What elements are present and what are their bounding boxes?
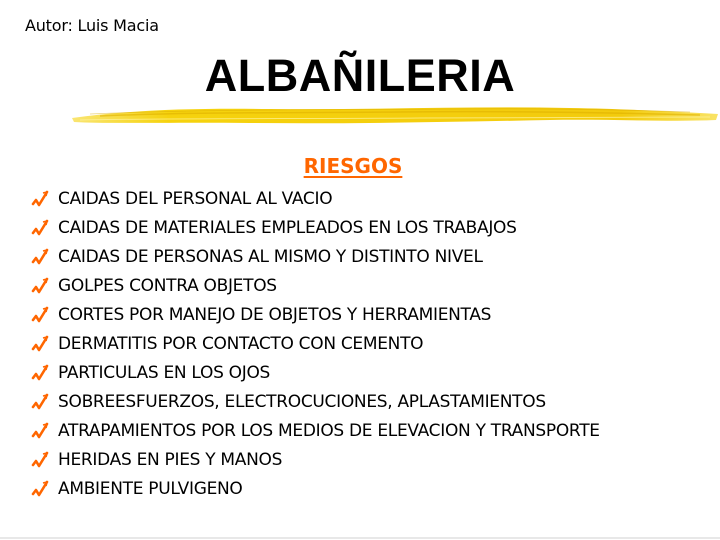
pencil-check-icon — [30, 305, 58, 325]
list-item — [30, 184, 600, 213]
pencil-check-icon — [30, 334, 58, 354]
pencil-check-icon — [30, 189, 58, 209]
risk-text: CAIDAS DE PERSONAS AL MISMO Y DISTINTO NIVEL — [58, 246, 483, 267]
footer-divider — [0, 537, 720, 539]
author-label: Autor: Luis Macia — [25, 16, 159, 35]
pencil-check-icon — [30, 363, 58, 383]
pencil-check-icon — [30, 276, 58, 296]
list-item — [30, 329, 600, 358]
risk-text: HERIDAS EN PIES Y MANOS — [58, 449, 283, 470]
slide-title: ALBAÑILERIA — [204, 50, 516, 101]
section-heading: RIESGOS — [303, 154, 403, 178]
list-item — [30, 474, 600, 503]
pencil-check-icon — [30, 450, 58, 470]
risk-text: SOBREESFUERZOS, ELECTROCUCIONES, APLASTAMIENTOS — [58, 391, 546, 412]
risk-text: PARTICULAS EN LOS OJOS — [58, 362, 271, 383]
list-item — [30, 416, 600, 445]
list-item — [30, 387, 600, 416]
risk-text: CAIDAS DE MATERIALES EMPLEADOS EN LOS TRABAJOS — [58, 217, 517, 238]
list-item — [30, 242, 600, 271]
risk-text: CORTES POR MANEJO DE OBJETOS Y HERRAMIENTAS — [58, 304, 492, 325]
risk-text: DERMATITIS POR CONTACTO CON CEMENTO — [58, 333, 424, 354]
pencil-check-icon — [30, 421, 58, 441]
list-item — [30, 358, 600, 387]
pencil-check-icon — [30, 479, 58, 499]
list-item — [30, 271, 600, 300]
pencil-check-icon — [30, 218, 58, 238]
risk-text: ATRAPAMIENTOS POR LOS MEDIOS DE ELEVACION Y TRANSPORTE — [58, 420, 600, 441]
risk-text: AMBIENTE PULVIGENO — [58, 478, 243, 499]
list-item — [30, 445, 600, 474]
pencil-check-icon — [30, 392, 58, 412]
risk-list — [30, 184, 600, 503]
risk-text: GOLPES CONTRA OBJETOS — [58, 275, 277, 296]
list-item — [30, 300, 600, 329]
risk-text: CAIDAS DEL PERSONAL AL VACIO — [58, 188, 333, 209]
list-item — [30, 213, 600, 242]
yellow-brush-underline — [70, 100, 720, 130]
pencil-check-icon — [30, 247, 58, 267]
